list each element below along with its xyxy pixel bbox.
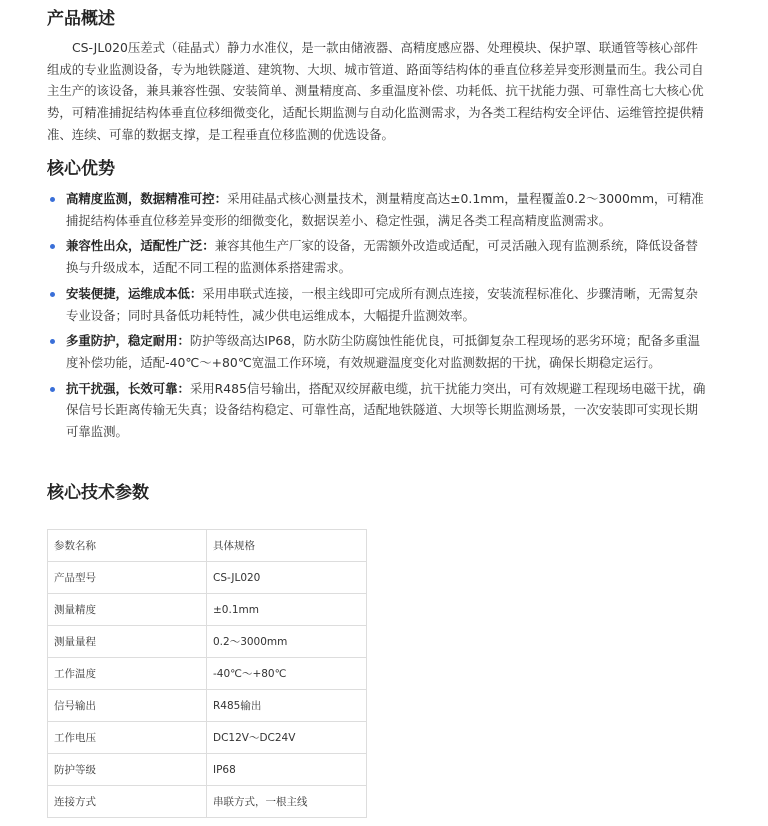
advantage-text: 采用串联式连接，一根主线即可完成所有测点连接，安装流程标准化、步骤清晰，无需复杂专业设备；同时具备低功耗特性，减少供电运维成本，大幅提升监测效率。 [66,285,698,323]
table-cell: 产品型号 [48,562,207,594]
table-cell: CS-JL020 [207,562,367,594]
table-cell: R485输出 [207,690,367,722]
bullet-dot-icon [50,292,55,297]
table-row [48,530,367,562]
advantage-item [47,283,707,326]
table-cell: 具体规格 [207,530,367,562]
advantage-heading: 兼容性出众，适配性广泛： [66,238,215,254]
bullet-dot-icon [50,244,55,249]
advantage-item [47,188,707,231]
overview-paragraph: CS-JL020压差式（硅晶式）静力水准仪，是一款由储液器、高精度感应器、处理模块、保护罩、联通管等核心部件组成的专业监测设备，专为地铁隧道、建筑物、大坝、城市管道、路面等结构体的垂直位移差异变形测量而生。我公司自主生产的该设备，兼具兼容性强、安装简单、测量精度高、多重温度补偿、功耗低、抗干扰能力强、可靠性高七大核心优势，可精准捕捉结构体垂直位移细微变化，适配长期监测与自动化监测需求，为各类工程结构安全评估、运维管控提供精准、连续、可靠的数据支撑，是工程垂直位移监测的优选设备。 [47,40,704,142]
specs-title: 核心技术参数 [47,483,149,503]
bullet-dot-icon [50,197,55,202]
overview-title: 产品概述 [47,9,115,29]
table-cell: 信号输出 [48,690,207,722]
advantage-heading: 多重防护，稳定耐用： [66,333,190,349]
table-cell: DC12V～DC24V [207,722,367,754]
advantage-heading: 抗干扰强，长效可靠： [66,380,190,396]
advantage-item [47,235,707,278]
table-row [48,754,367,786]
advantage-text: 兼容其他生产厂家的设备，无需额外改造或适配，可灵活融入现有监测系统，降低设备替换与升级成本，适配不同工程的监测体系搭建需求。 [66,238,698,276]
advantages-list [47,188,707,443]
table-cell: 工作温度 [48,658,207,690]
advantage-item [47,378,707,443]
table-cell: 测量精度 [48,594,207,626]
specs-table [47,529,367,818]
table-cell: IP68 [207,754,367,786]
advantage-text: 防护等级高达IP68，防水防尘防腐蚀性能优良，可抵御复杂工程现场的恶劣环境；配备多重温度补偿功能，适配-40℃～+80℃宽温工作环境，有效规避温度变化对监测数据的干扰，确保长期稳定运行。 [66,333,701,370]
table-row [48,658,367,690]
table-row [48,562,367,594]
table-cell: ±0.1mm [207,594,367,626]
table-cell: 串联方式，一根主线 [207,786,367,818]
table-row [48,690,367,722]
table-cell: -40℃～+80℃ [207,658,367,690]
advantage-text: 采用硅晶式核心测量技术，测量精度高达±0.1mm，量程覆盖0.2～3000mm，可精准捕捉结构体垂直位移差异变形的细微变化，数据误差小、稳定性强，满足各类工程高精度监测需求。 [66,191,704,228]
table-row [48,626,367,658]
table-cell: 0.2～3000mm [207,626,367,658]
table-cell: 防护等级 [48,754,207,786]
bullet-dot-icon [50,339,55,344]
advantage-item [47,330,707,373]
table-cell: 参数名称 [48,530,207,562]
table-cell: 工作电压 [48,722,207,754]
advantage-heading: 高精度监测，数据精准可控： [66,191,228,206]
advantages-title: 核心优势 [47,159,115,179]
advantage-text: 采用R485信号输出，搭配双绞屏蔽电缆，抗干扰能力突出，可有效规避工程现场电磁干扰，确保信号长距离传输无失真；设备结构稳定、可靠性高，适配地铁隧道、大坝等长期监测场景，一次安装即可实现长期可靠监测。 [66,380,706,440]
table-cell: 连接方式 [48,786,207,818]
table-row [48,786,367,818]
bullet-dot-icon [50,387,55,392]
table-row [48,722,367,754]
advantage-heading: 安装便捷，运维成本低： [66,285,203,301]
table-cell: 测量量程 [48,626,207,658]
table-row [48,594,367,626]
